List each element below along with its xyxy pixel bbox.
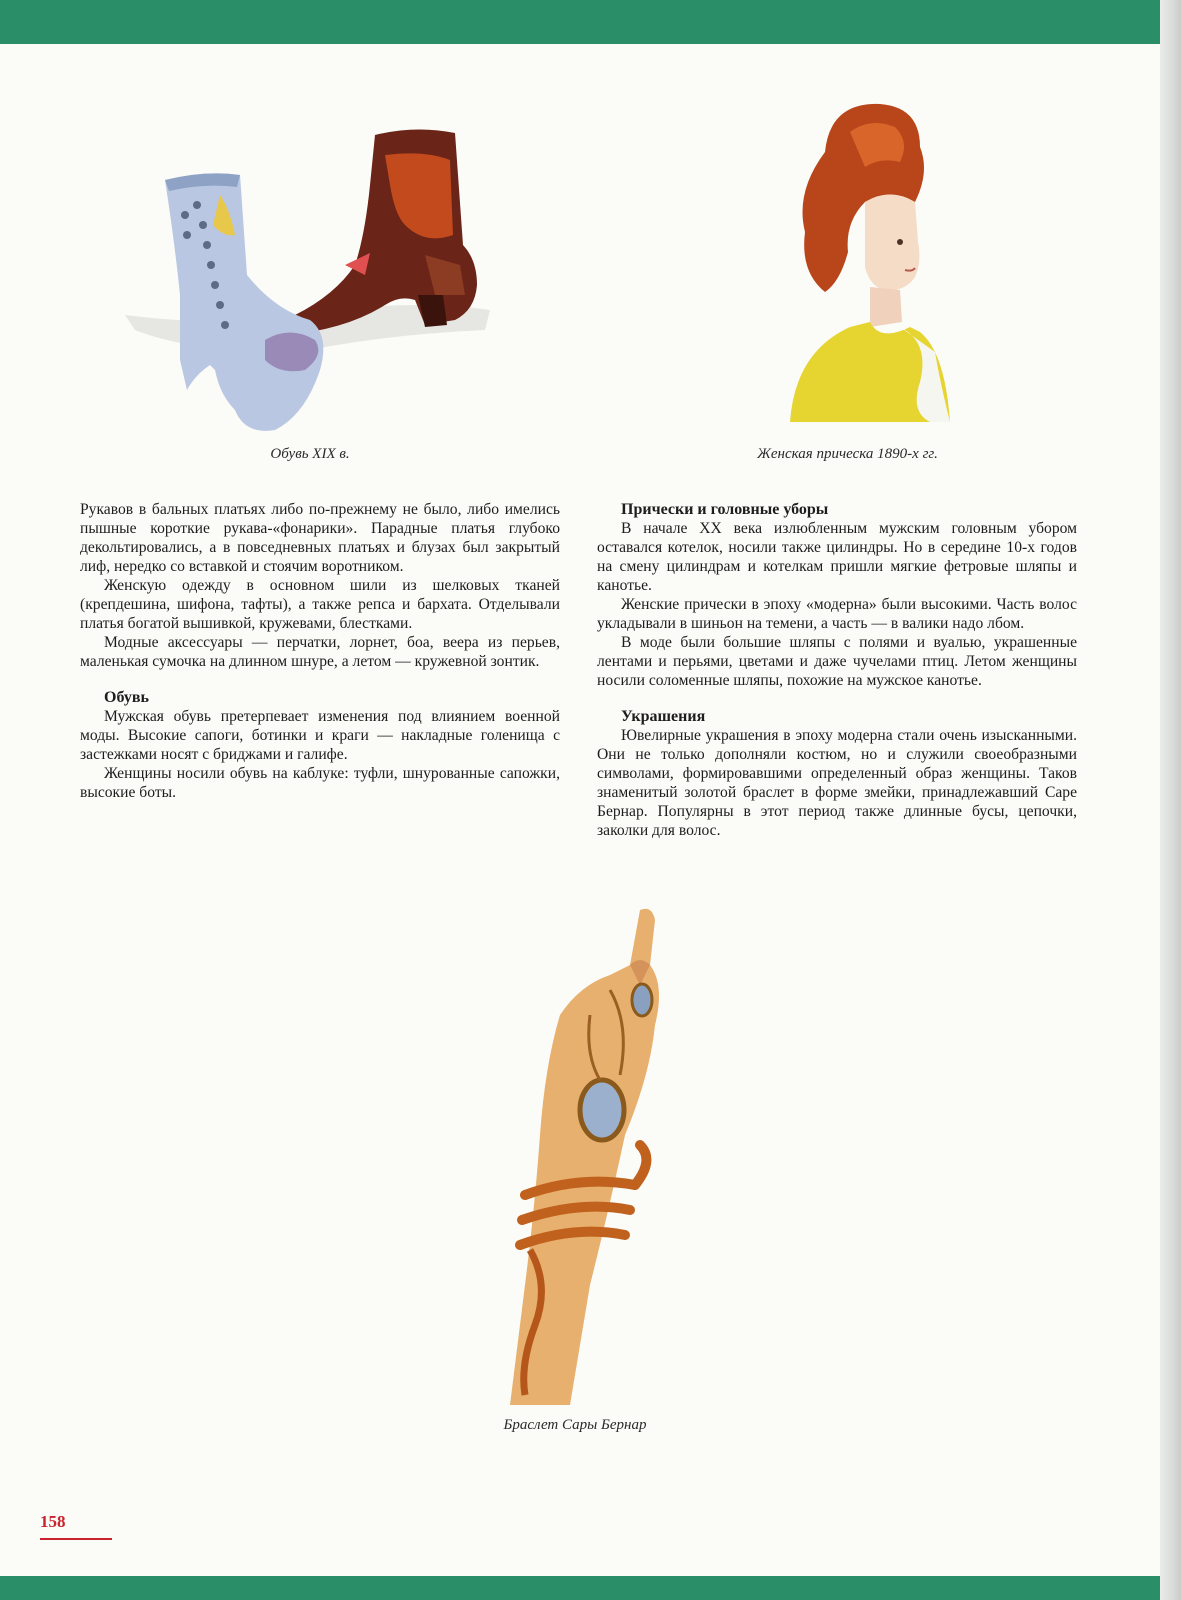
top-color-band [0,0,1160,44]
victorian-boots-illustration [125,125,495,445]
heading-hairstyles-hats: Прически и головные уборы [621,501,829,518]
paragraph-men-shoes: Мужская обувь претерпевает изменения под влиянием военной моды. Высокие сапоги, ботинки и краги — накладные голенища с застежками носят с бриджами и галифе. [80,708,560,763]
paragraph-fabrics: Женскую одежду в основном шили из шелковых тканей (крепдешина, шифона, тафты), а также репса и бархата. Отделывали платья богатой вышивкой, кружевами, блестками. [80,577,560,632]
figure-caption-shoes: Обувь XIX в. [270,446,350,462]
woman-hairstyle-illustration [770,92,970,432]
snake-bracelet-hand-illustration [490,905,680,1410]
paragraph-accessories: Модные аксессуары — перчатки, лорнет, боа, веера из перьев, маленькая сумочка на длинном шнуре, а летом — кружевной зонтик. [80,634,560,670]
left-text-column [80,500,560,802]
paragraph-women-shoes: Женщины носили обувь на каблуке: туфли, шнурованные сапожки, высокие боты. [80,765,560,801]
page-number-rule [40,1538,112,1540]
page-edge-shadow [1160,0,1181,1600]
paragraph-jewelry: Ювелирные украшения в эпоху модерна стали очень изысканными. Они не только дополняли костюм, но и служили своеобразными символами, формировавшими определенный образ женщины. Таков знаменитый золотой браслет в форме змейки, принадлежавший Саре Бернар. Популярны в этот период также длинные бусы, цепочки, заколки для волос. [597,727,1077,839]
heading-shoes: Обувь [104,689,149,706]
bottom-color-band [0,1576,1160,1600]
paragraph-women-hairstyles: Женские прически в эпоху «модерна» были высокими. Часть волос укладывали в шиньон на темени, а часть — в валики надо лбом. [597,596,1077,632]
figure-caption-hairstyle: Женская прическа 1890-х гг. [757,446,938,462]
right-text-column [597,500,1077,840]
paragraph-sleeves: Рукавов в бальных платьях либо по-прежнему не было, либо имелись пышные короткие рукава-«фонарики». Парадные платья глубоко декольтировались, а в повседневных платьях и блузах был закрытый лиф, нередко со вставкой и стоячим воротником. [80,501,560,575]
figure-caption-bracelet: Браслет Сары Бернар [503,1417,647,1433]
paragraph-men-hats: В начале XX века излюбленным мужским головным убором оставался котелок, носили также цилиндры. Но в середине 10-х годов на смену цилиндрам и котелкам пришли мягкие фетровые шляпы и канотье. [597,520,1077,594]
page-number: 158 [40,1512,66,1531]
paragraph-women-hats: В моде были большие шляпы с полями и вуалью, украшенные лентами и перьями, цветами и даже чучелами птиц. Летом женщины носили соломенные шляпы, похожие на мужское канотье. [597,634,1077,689]
heading-jewelry: Украшения [621,708,706,725]
